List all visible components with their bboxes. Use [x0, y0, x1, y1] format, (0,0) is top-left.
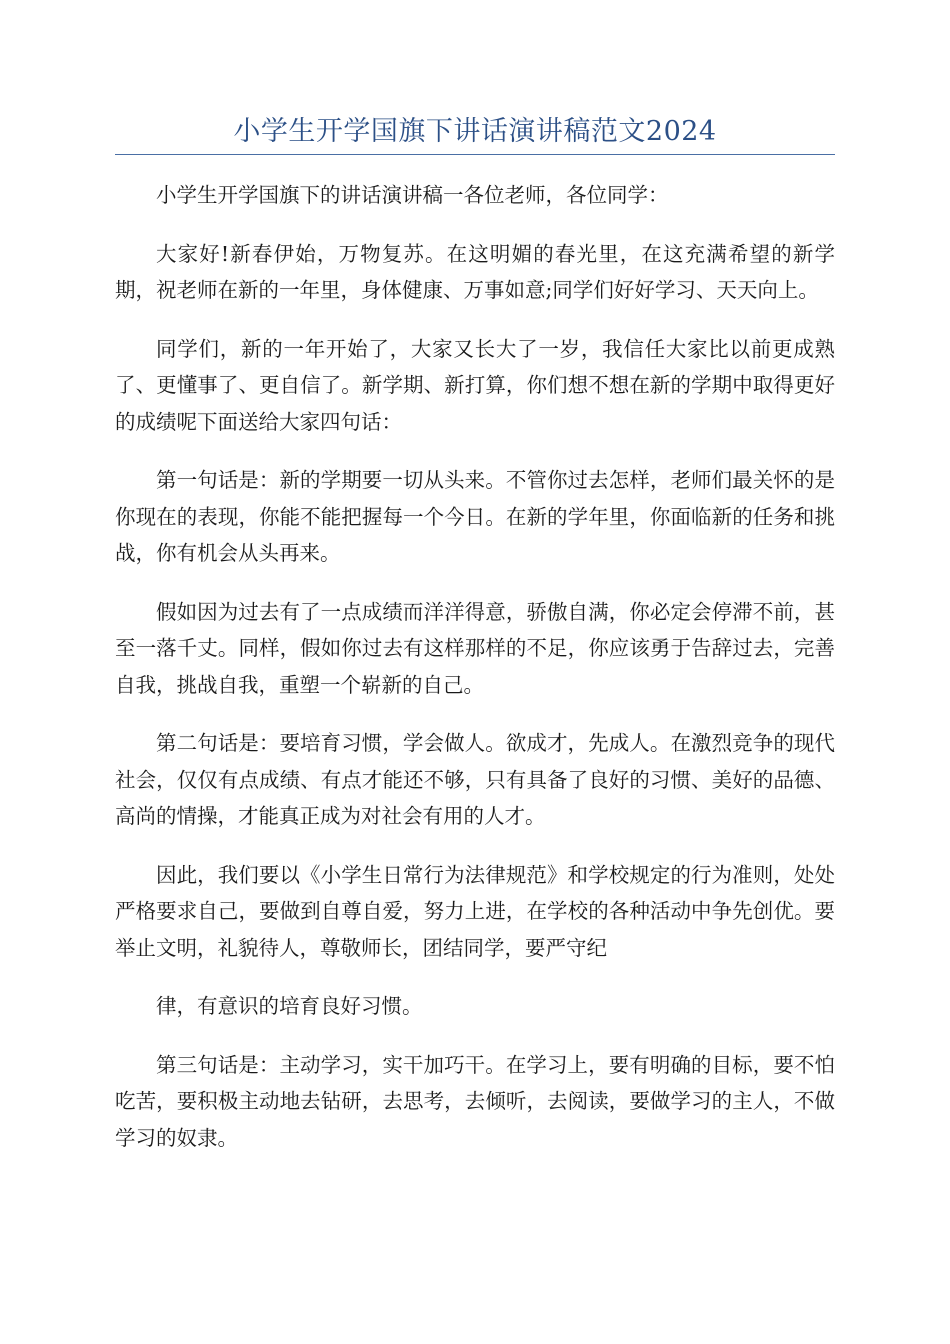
paragraph-greeting: 小学生开学国旗下的讲话演讲稿一各位老师，各位同学：	[156, 183, 669, 207]
title-underline	[115, 154, 835, 155]
paragraph-second-point-end: 律，有意识的培育良好习惯。	[156, 994, 423, 1018]
paragraph-second-point: 第二句话是：要培育习惯，学会做人。欲成才，先成人。在激烈竞争的现代社会，仅仅有点成绩、有点才能还不够，只有具备了良好的习惯、美好的品德、高尚的情操，才能真正成为对社会有用的人才。	[115, 731, 835, 828]
document-title: 小学生开学国旗下讲话演讲稿范文2024	[233, 116, 717, 147]
paragraph-first-point: 第一句话是：新的学期要一切从头来。不管你过去怎样，老师们最关怀的是你现在的表现，你能不能把握每一个今日。在新的学年里，你面临新的任务和挑战，你有机会从头再来。	[115, 468, 835, 565]
paragraph-intro: 同学们，新的一年开始了，大家又长大了一岁，我信任大家比以前更成熟了、更懂事了、更自信了。新学期、新打算，你们想不想在新的学期中取得更好的成绩呢下面送给大家四句话：	[115, 336, 835, 434]
paragraph-third-point: 第三句话是：主动学习，实干加巧干。在学习上，要有明确的目标，要不怕吃苦，要积极主动地去钻研，去思考，去倾听，去阅读，要做学习的主人，不做学习的奴隶。	[115, 1052, 835, 1150]
document-body	[115, 177, 835, 1178]
paragraph-opening: 大家好!新春伊始，万物复苏。在这明媚的春光里，在这充满希望的新学期，祝老师在新的一年里，身体健康、万事如意;同学们好好学习、天天向上。	[115, 241, 835, 302]
paragraph-second-point-cont: 因此，我们要以《小学生日常行为法律规范》和学校规定的行为准则，处处严格要求自己，要做到自尊自爱，努力上进，在学校的各种活动中争先创优。要举止文明，礼貌待人，尊敬师长，团结同学，要严守纪	[115, 862, 835, 960]
paragraph-first-point-cont: 假如因为过去有了一点成绩而洋洋得意，骄傲自满，你必定会停滞不前，甚至一落千丈。同样，假如你过去有这样那样的不足，你应该勇于告辞过去，完善自我，挑战自我，重塑一个崭新的自己。	[115, 599, 835, 697]
